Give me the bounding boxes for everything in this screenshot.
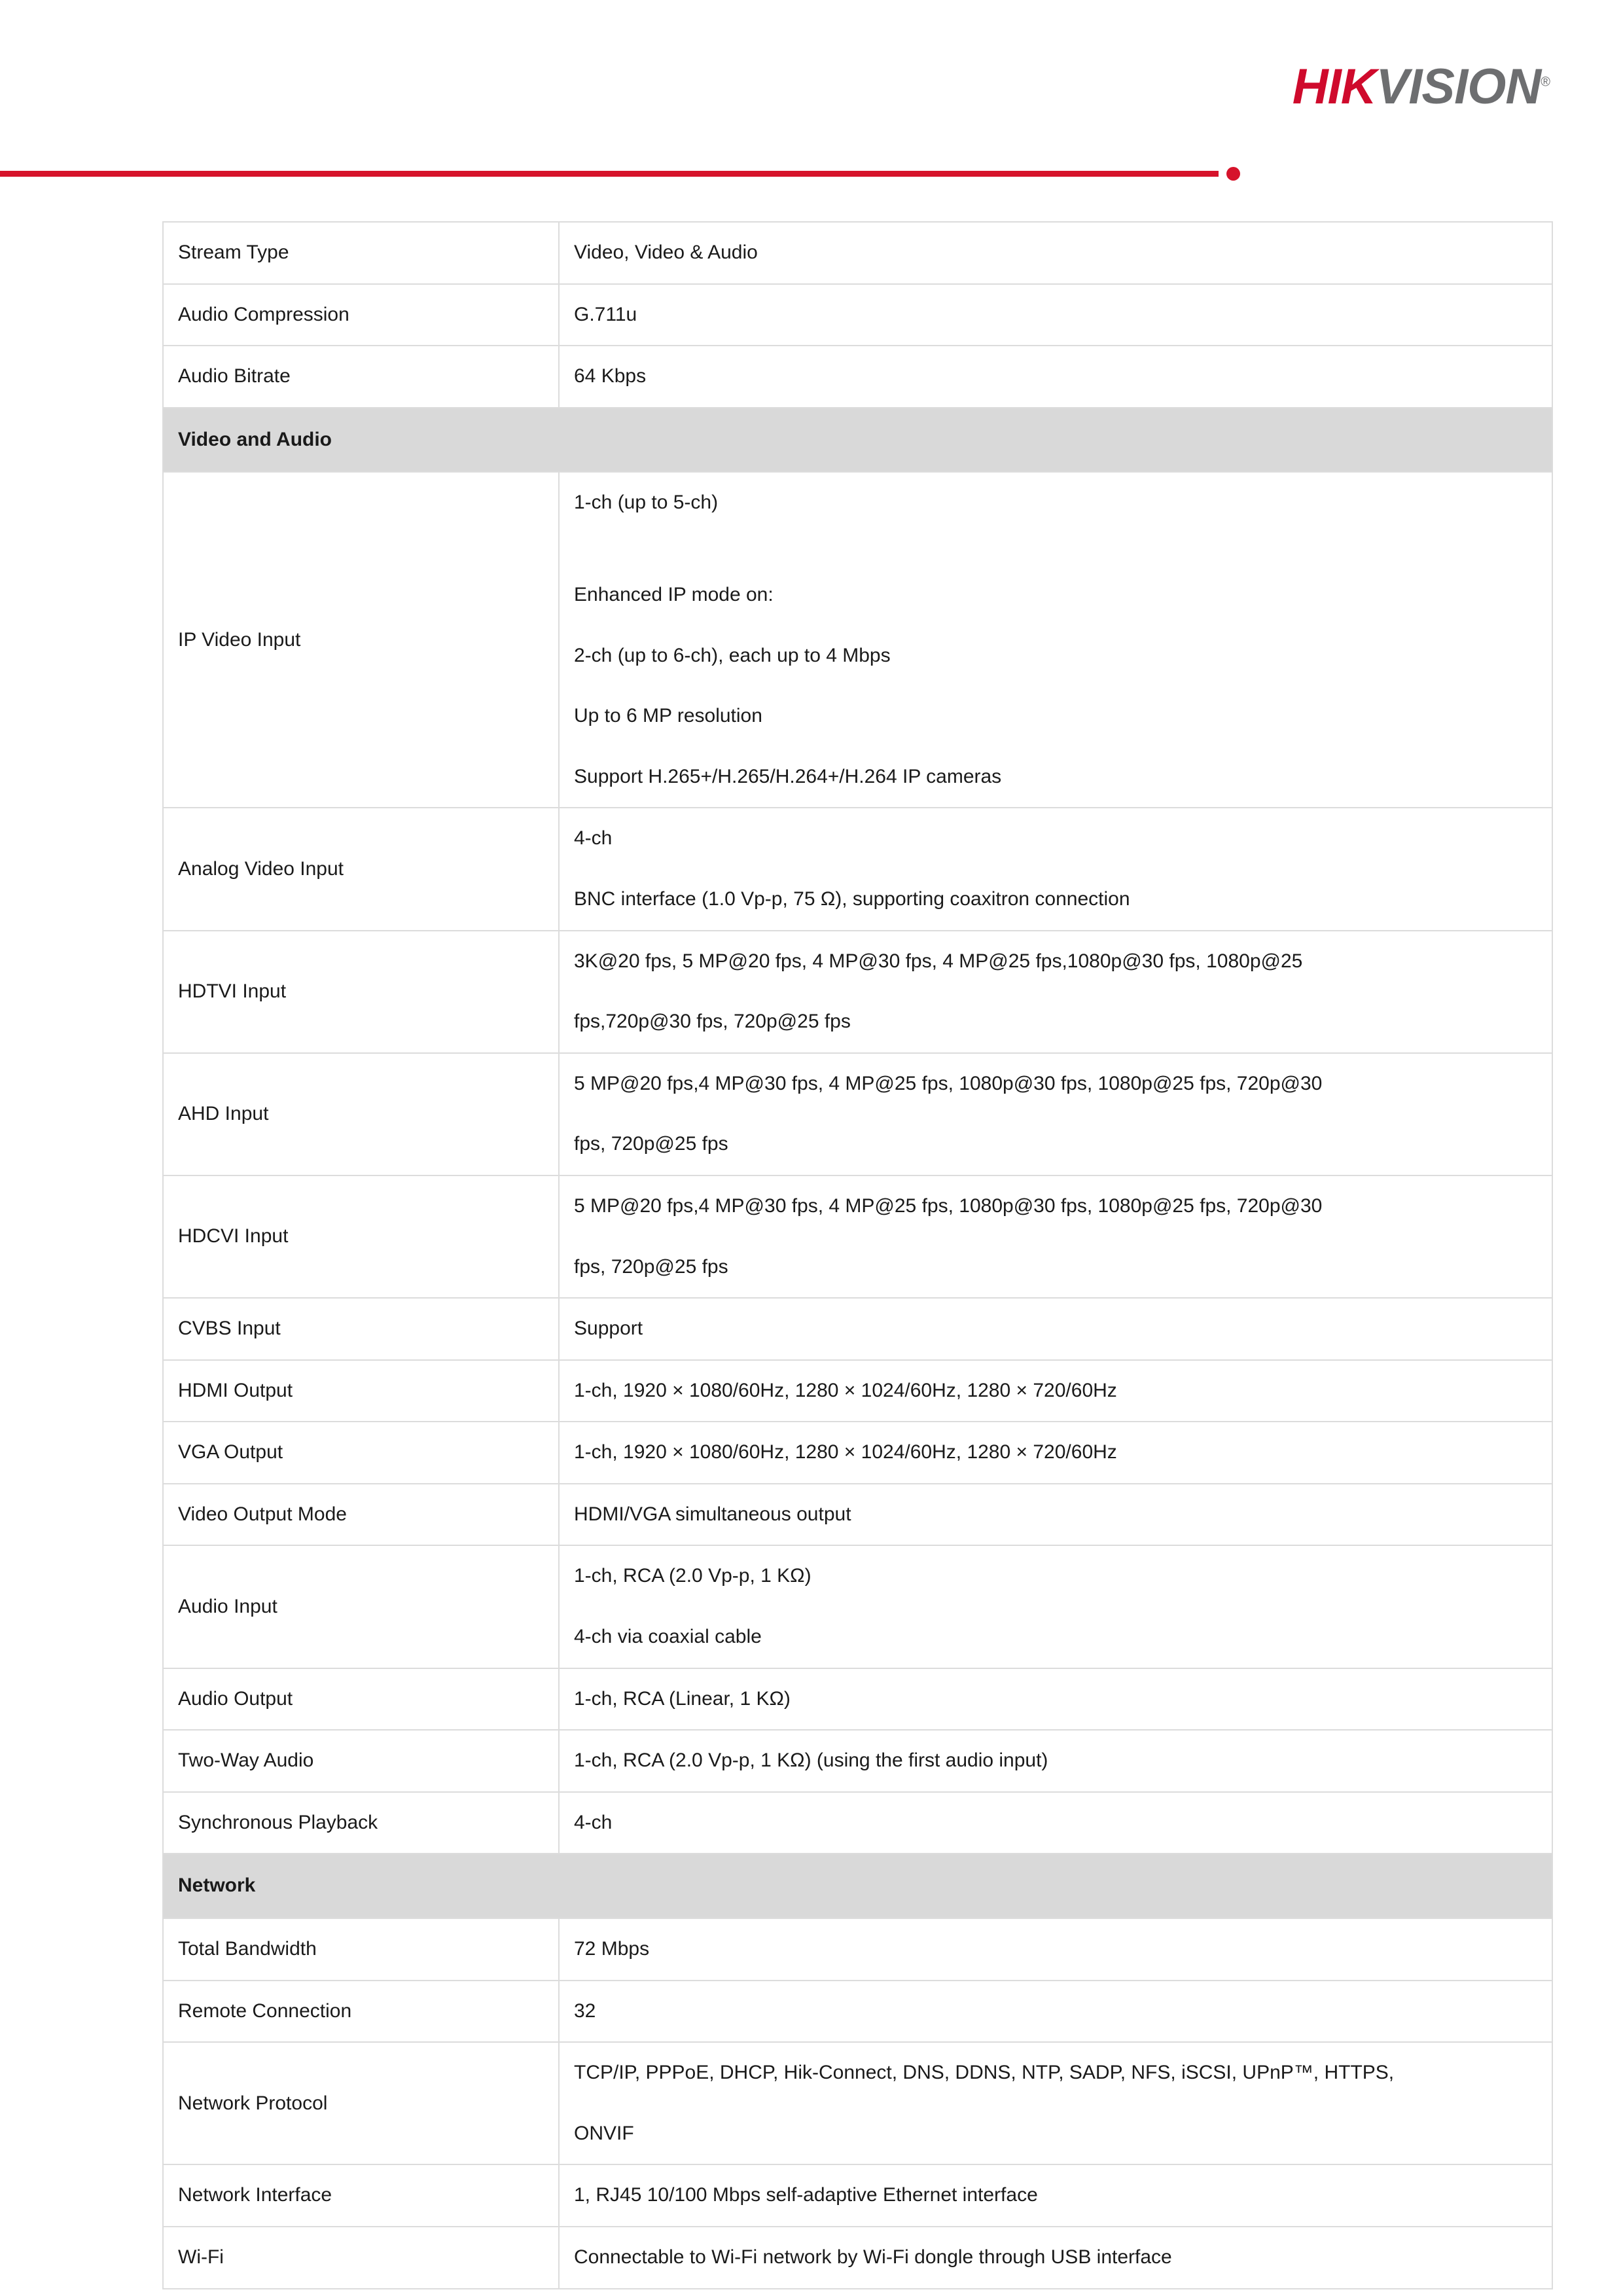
hikvision-logo (1292, 59, 1550, 115)
spec-label: Audio Input (163, 1545, 559, 1668)
spec-value-line: 1, RJ45 10/100 Mbps self-adaptive Ethernet interface (574, 2184, 1038, 2206)
table-row (163, 931, 1552, 1053)
spec-value (559, 1484, 1552, 1546)
table-row (163, 1981, 1552, 2043)
table-row (163, 2164, 1552, 2227)
spec-value (559, 1792, 1552, 1854)
spec-value (559, 1175, 1552, 1298)
spec-value (559, 1545, 1552, 1668)
spec-label: HDMI Output (163, 1360, 559, 1422)
spec-value-line: 64 Kbps (574, 365, 647, 387)
spec-value-line: 2-ch (up to 6-ch), each up to 4 Mbps (574, 644, 891, 666)
spec-value (559, 284, 1552, 346)
spec-value (559, 472, 1552, 808)
spec-value (559, 1730, 1552, 1792)
spec-label: Total Bandwidth (163, 1918, 559, 1981)
spec-value-line: 3K@20 fps, 5 MP@20 fps, 4 MP@30 fps, 4 MP@25 fps,1080p@30 fps, 1080p@25 (574, 950, 1303, 972)
spec-value-line: 1-ch, RCA (2.0 Vp-p, 1 KΩ) (574, 1565, 812, 1587)
spec-label: Audio Output (163, 1668, 559, 1731)
spec-label: Two-Way Audio (163, 1730, 559, 1792)
spec-value-line: 4-ch (574, 827, 613, 850)
spec-value (559, 2042, 1552, 2164)
spec-label: CVBS Input (163, 1298, 559, 1360)
table-row (163, 1484, 1552, 1546)
spec-label: Wi-Fi (163, 2227, 559, 2289)
spec-value (559, 931, 1552, 1053)
spec-value (559, 1918, 1552, 1981)
table-row (163, 1545, 1552, 1668)
logo-vision-text: VISION (1376, 59, 1541, 115)
spec-label: Analog Video Input (163, 808, 559, 930)
table-row (163, 1918, 1552, 1981)
spec-value (559, 1298, 1552, 1360)
spec-value (559, 2227, 1552, 2289)
spec-value-line: 4-ch (574, 1811, 613, 1833)
table-row (163, 808, 1552, 930)
page-header (0, 0, 1623, 196)
spec-value-line: 1-ch, 1920 × 1080/60Hz, 1280 × 1024/60Hz, 1280 × 720/60Hz (574, 1379, 1117, 1401)
section-header-label: Network (163, 1854, 1552, 1918)
spec-label: VGA Output (163, 1422, 559, 1484)
spec-label: Network Interface (163, 2164, 559, 2227)
table-row (163, 1668, 1552, 1731)
spec-label: IP Video Input (163, 472, 559, 808)
spec-value (559, 1668, 1552, 1731)
specification-table-container (162, 221, 1553, 2289)
spec-value (559, 222, 1552, 284)
table-row (163, 222, 1552, 284)
spec-value-line: 1-ch (up to 5-ch) (574, 492, 719, 514)
spec-value (559, 1053, 1552, 1175)
spec-label: Stream Type (163, 222, 559, 284)
spec-value-line: TCP/IP, PPPoE, DHCP, Hik-Connect, DNS, DDNS, NTP, SADP, NFS, iSCSI, UPnP™, HTTPS, (574, 2062, 1395, 2084)
table-row (163, 2042, 1552, 2164)
spec-value-line: Support (574, 1318, 643, 1340)
spec-value (559, 1422, 1552, 1484)
table-row (163, 1053, 1552, 1175)
registered-trademark-icon: ® (1541, 75, 1550, 90)
specification-table (162, 221, 1553, 2289)
spec-label: HDTVI Input (163, 931, 559, 1053)
spec-value-line: Video, Video & Audio (574, 242, 758, 263)
table-row (163, 284, 1552, 346)
table-row (163, 472, 1552, 808)
spec-value-line: BNC interface (1.0 Vp-p, 75 Ω), supporting coaxitron connection (574, 888, 1130, 910)
spec-value-line: 1-ch, RCA (2.0 Vp-p, 1 KΩ) (using the first audio input) (574, 1749, 1048, 1772)
spec-label: HDCVI Input (163, 1175, 559, 1298)
spec-value-line: 4-ch via coaxial cable (574, 1626, 762, 1648)
table-row (163, 1730, 1552, 1792)
spec-label: Audio Compression (163, 284, 559, 346)
spec-label: AHD Input (163, 1053, 559, 1175)
spec-value-line: fps,720p@30 fps, 720p@25 fps (574, 1011, 851, 1033)
spec-value (559, 1360, 1552, 1422)
spec-label: Video Output Mode (163, 1484, 559, 1546)
spec-value-line: 5 MP@20 fps,4 MP@30 fps, 4 MP@25 fps, 1080p@30 fps, 1080p@25 fps, 720p@30 (574, 1194, 1323, 1217)
table-section-header-row (163, 1854, 1552, 1918)
spec-value-line: HDMI/VGA simultaneous output (574, 1503, 851, 1525)
spec-value-line: G.711u (574, 303, 637, 325)
spec-value-line: 1-ch, 1920 × 1080/60Hz, 1280 × 1024/60Hz, 1280 × 720/60Hz (574, 1441, 1117, 1463)
spec-value-line: fps, 720p@25 fps (574, 1255, 728, 1278)
logo-hik-text: HIK (1292, 59, 1376, 115)
spec-value-line: ONVIF (574, 2122, 634, 2144)
table-row (163, 1422, 1552, 1484)
header-accent-dot-icon (1226, 167, 1240, 181)
spec-value-line: Connectable to Wi-Fi network by Wi-Fi dongle through USB interface (574, 2246, 1172, 2268)
spec-value (559, 808, 1552, 930)
section-header-label: Video and Audio (163, 408, 1552, 473)
table-row (163, 1792, 1552, 1854)
table-row (163, 1298, 1552, 1360)
spec-label: Audio Bitrate (163, 346, 559, 408)
spec-value-line: Support H.265+/H.265/H.264+/H.264 IP cameras (574, 765, 1002, 787)
table-row (163, 1360, 1552, 1422)
spec-label: Remote Connection (163, 1981, 559, 2043)
table-section-header-row (163, 408, 1552, 473)
table-row (163, 346, 1552, 408)
spec-label: Synchronous Playback (163, 1792, 559, 1854)
spec-value-line: 72 Mbps (574, 1938, 650, 1960)
header-divider-line (0, 171, 1219, 177)
table-row (163, 1175, 1552, 1298)
spec-value (559, 346, 1552, 408)
spec-value-line: 5 MP@20 fps,4 MP@30 fps, 4 MP@25 fps, 1080p@30 fps, 1080p@25 fps, 720p@30 (574, 1072, 1323, 1094)
spec-value-line: Up to 6 MP resolution (574, 705, 762, 727)
spec-value-line: 1-ch, RCA (Linear, 1 KΩ) (574, 1687, 791, 1710)
spec-label: Network Protocol (163, 2042, 559, 2164)
spec-value-line: Enhanced IP mode on: (574, 583, 774, 605)
spec-value (559, 1981, 1552, 2043)
spec-value-line: fps, 720p@25 fps (574, 1133, 728, 1155)
spec-value-line: 32 (574, 2000, 596, 2022)
table-row (163, 2227, 1552, 2289)
spec-value (559, 2164, 1552, 2227)
